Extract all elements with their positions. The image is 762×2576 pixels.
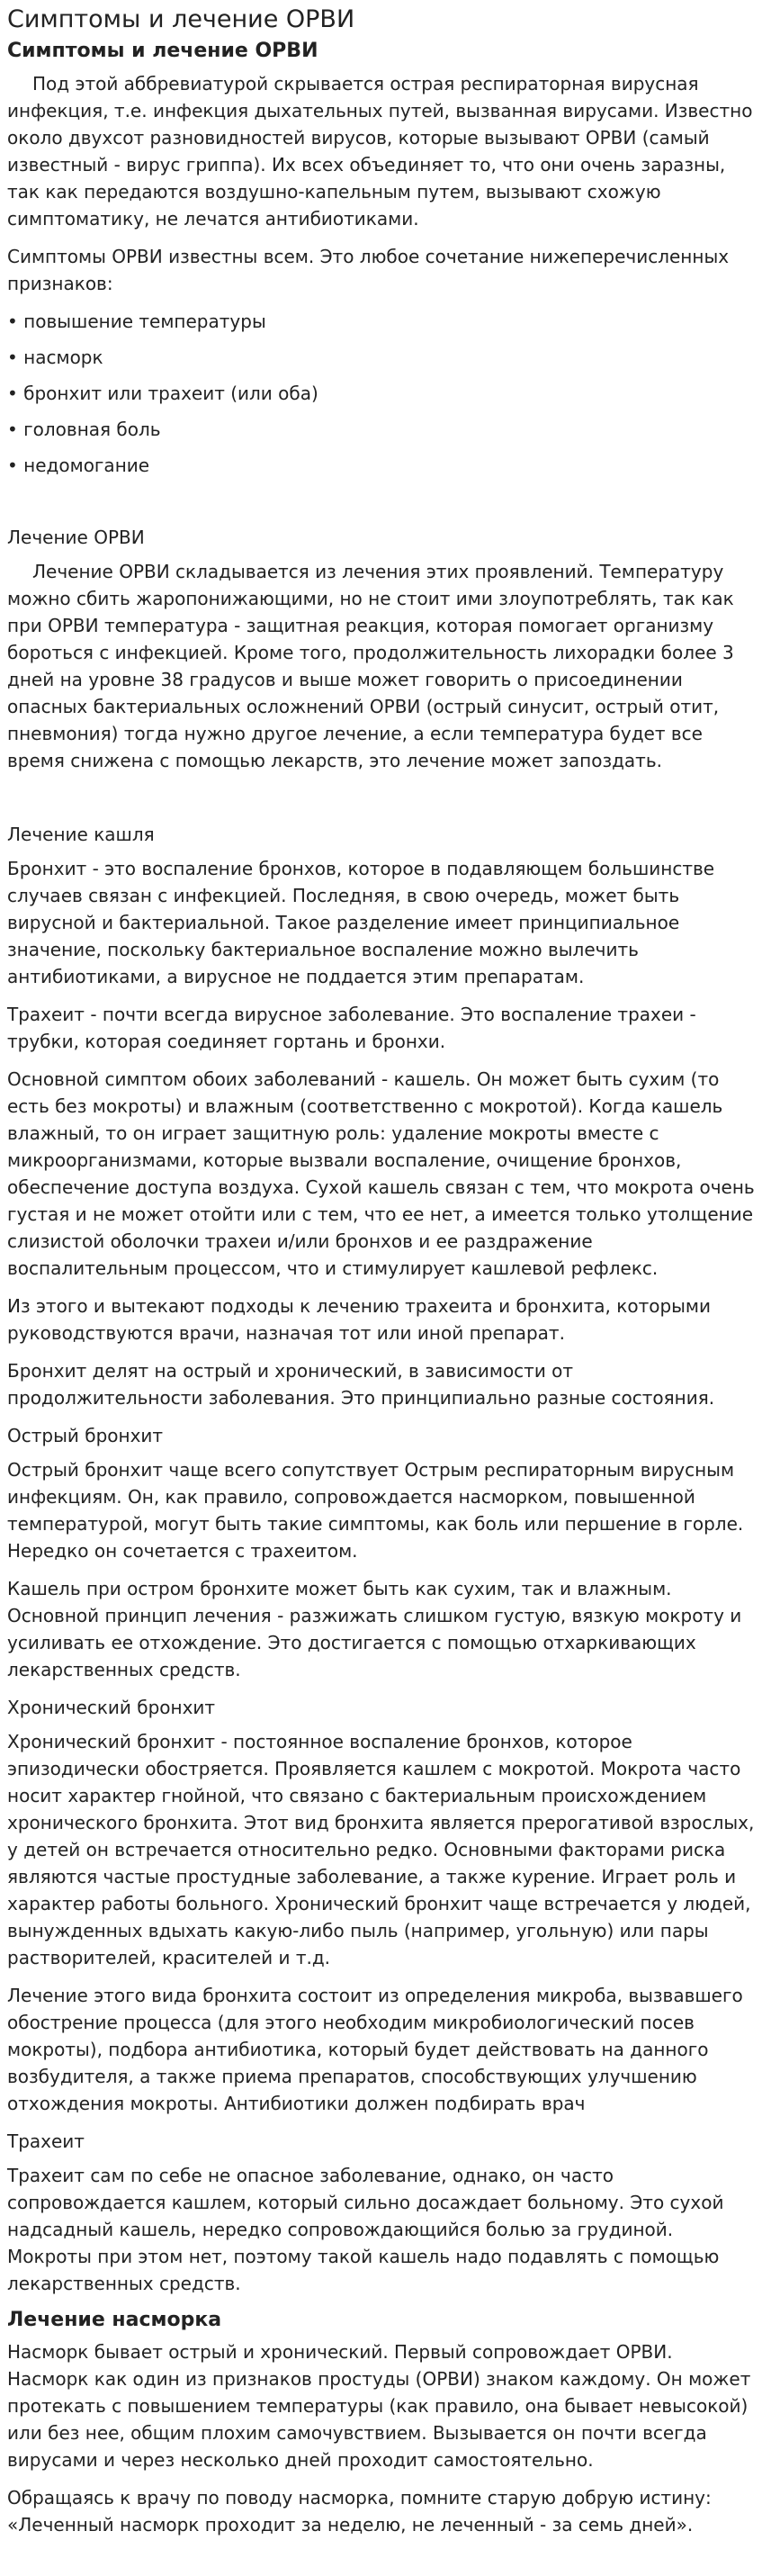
section-heading-cough: Лечение кашля — [7, 823, 155, 845]
list-item: • насморк — [7, 346, 103, 368]
cough-paragraph: Бронхит - это воспаление бронхов, которое в подавляющем большинстве случаев связан с инфекцией. Последняя, в свою очередь, может быть вирусной и бактериальной. Такое разделение имеет принципиальное значение, поскольку бактериальное воспаление можно вылечить антибиотиками, а вирусное не поддается этим препаратам. — [7, 857, 715, 987]
section-heading-runny-nose: Лечение насморка — [7, 2308, 222, 2331]
treatment-paragraph: Лечение ОРВИ складывается из лечения этих проявлений. Температуру можно сбить жаропонижающими, но не стоит ими злоупотреблять, так как при ОРВИ температура - защитная реакция, которая помогает организму бороться с инфекцией. Кроме того, продолжительность лихорадки более 3 дней на уровне 38 градусов и выше может говорить о присоединении опасных бактериальных осложнений ОРВИ (острый синусит, острый отит, пневмония) тогда нужно другое лечение, а если температура будет все время снижена с помощью лекарств, это лечение может запоздать. — [7, 560, 734, 771]
runny-paragraph: Насморк бывает острый и хронический. Первый сопровождает ОРВИ. Насморк как один из признаков простуды (ОРВИ) знаком каждому. Он может протекать с повышением температуры (как правило, она бывает невысокой) или без нее, общим плохим самочувствием. Вызывается он почти всегда вирусами и через несколько дней проходит самостоятельно. — [7, 2341, 751, 2472]
section-heading-chronic-bronchitis: Хронический бронхит — [7, 1696, 216, 1718]
article-heading: Симптомы и лечение ОРВИ — [7, 40, 318, 63]
symptoms-list — [7, 308, 755, 479]
list-item: • бронхит или трахеит (или оба) — [7, 382, 318, 404]
section-heading-tracheitis: Трахеит — [7, 2130, 85, 2152]
cough-paragraph: Основной симптом обоих заболеваний - кашель. Он может быть сухим (то есть без мокроты) и влажным (соответственно с мокротой). Когда кашель влажный, то он играет защитную роль: удаление мокроты вместе с микроорганизмами, которые вызвали воспаление, очищение бронхов, обеспечение доступа воздуха. Сухой кашель связан с тем, что мокрота очень густая и не может отойти или с тем, что ее нет, а имеется только утолщение слизистой оболочки трахеи и/или бронхов и ее раздражение воспалительным процессом, что и стимулирует кашлевой рефлекс. — [7, 1067, 755, 1279]
runny-paragraph: Обращаясь к врачу по поводу насморка, помните старую добрую истину: «Леченный насморк проходит за неделю, не леченный - за семь дней». — [7, 2487, 712, 2536]
tracheitis-paragraph: Трахеит сам по себе не опасное заболевание, однако, он часто сопровождается кашлем, который сильно досаждает больному. Это сухой надсадный кашель, нередко сопровождающийся болью за грудиной. Мокроты при этом нет, поэтому такой кашель надо подавлять с помощью лекарственных средств. — [7, 2164, 724, 2294]
cough-paragraph: Из этого и вытекают подходы к лечению трахеита и бронхита, которыми руководствуются врачи, назначая тот или иной препарат. — [7, 1294, 712, 1344]
list-item: • повышение температуры — [7, 310, 266, 332]
page-title: Симптомы и лечение ОРВИ — [7, 5, 355, 33]
chronic-paragraph: Хронический бронхит - постоянное воспаление бронхов, которое эпизодически обостряется. Проявляется кашлем с мокротой. Мокрота часто носит характер гнойной, что связано с бактериальным происхождением хронического бронхита. Этот вид бронхита является прерогативой взрослых, у детей он встречается относительно редко. Основными факторами риска являются частые простудные заболевание, а также курение. Играет роль и характер работы больного. Хронический бронхит чаще встречается у людей, вынужденных вдыхать какую-либо пыль (например, угольную) или пары растворителей, красителей и т.д. — [7, 1730, 755, 1968]
section-heading-treatment: Лечение ОРВИ — [7, 526, 145, 548]
acute-paragraph: Кашель при остром бронхите может быть как сухим, так и влажным. Основной принцип лечения - разжижать слишком густую, вязкую мокроту и усиливать ее отхождение. Это достигается с помощью отхаркивающих лекарственных средств. — [7, 1577, 742, 1680]
symptoms-lead: Симптомы ОРВИ известны всем. Это любое сочетание нижеперечисленных признаков: — [7, 245, 730, 294]
list-item: • головная боль — [7, 418, 161, 440]
cough-paragraph: Бронхит делят на острый и хронический, в зависимости от продолжительности заболевания. Это принципиально разные состояния. — [7, 1359, 715, 1409]
cough-paragraph: Трахеит - почти всегда вирусное заболевание. Это воспаление трахеи - трубки, которая соединяет гортань и бронхи. — [7, 1003, 696, 1052]
chronic-paragraph: Лечение этого вида бронхита состоит из определения микроба, вызвавшего обострение процесса (для этого необходим микробиологический посев мокроты), подбора антибиотика, который будет действовать на данного возбудителя, а также приема препаратов, способствующих улучшению отхождения мокроты. Антибиотики должен подбирать врач — [7, 1984, 743, 2114]
list-item: • недомогание — [7, 454, 150, 476]
section-heading-acute-bronchitis: Острый бронхит — [7, 1424, 164, 1446]
intro-paragraph: Под этой аббревиатурой скрывается острая респираторная вирусная инфекция, т.е. инфекция дыхательных путей, вызванная вирусами. Известно около двухсот разновидностей вирусов, которые вызывают ОРВИ (самый известный - вирус гриппа). Их всех объединяет то, что они очень заразны, так как передаются воздушно-капельным путем, вызывают схожую симптоматику, не лечатся антибиотиками. — [7, 72, 753, 230]
acute-paragraph: Острый бронхит чаще всего сопутствует Острым респираторным вирусным инфекциям. Он, как правило, сопровождается насморком, повышенной температурой, могут быть такие симптомы, как боль или першение в горле. Нередко он сочетается с трахеитом. — [7, 1458, 744, 1562]
